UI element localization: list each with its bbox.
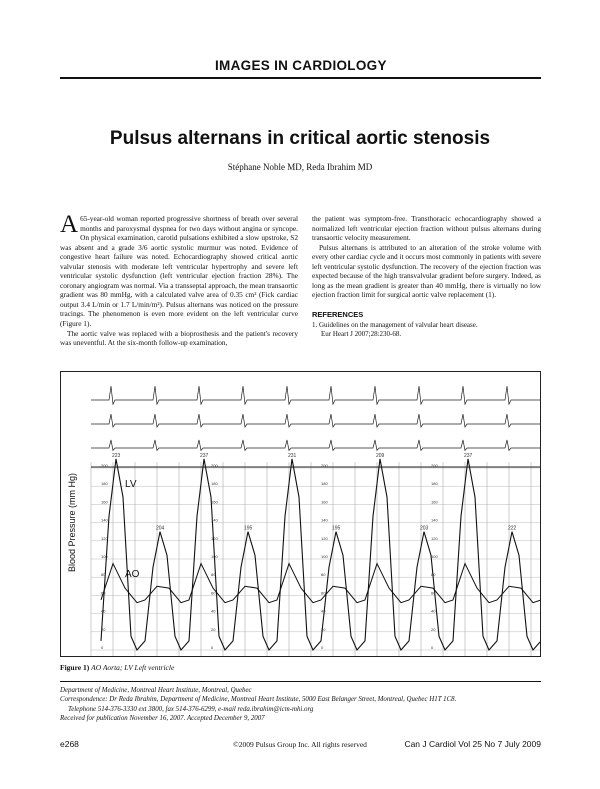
scale-tick-label: 40 [101,608,106,614]
paragraph: Pulsus alternans is attributed to an alteration of the stroke volume with every other cardiac cycle and it occurs most commonly in patients with severe left ventricular systolic dysfunction. The recovery of the ejection fraction was expected because of the high transvalvular gradient before surgery. Indeed, as long as the mean gradient is greater than 40 mmHg, there is virtually no low ejection fraction limit for surgical aortic valve replacement (1). [312,242,541,300]
scale-tick-label: 200 [211,463,218,468]
paragraph: the patient was symptom-free. Transthoracic echocardiography showed a normalized left ventricular ejection fraction without pulsus alternans during transaortic velocity measurement. [312,214,541,243]
scale-tick-label: 180 [211,481,218,487]
paragraph: The aortic valve was replaced with a bioprosthesis and the patient's recovery was uneventful. At the six-month follow-up examination, [60,328,298,348]
scale-tick-label: 100 [431,554,438,559]
references-list [312,321,541,339]
scale-tick-label: 20 [211,626,216,632]
scale-tick-label: 100 [211,554,218,559]
scale-tick-label: 200 [321,463,328,468]
scale-tick-label: 20 [101,626,106,632]
pressure-tracing-image [61,372,540,656]
scale-tick-label: 120 [211,535,218,541]
scale-tick-label: 60 [101,590,106,596]
scale-tick-label: 40 [431,608,436,614]
peak-value-label: 237 [200,452,209,459]
scale-tick-label: 160 [431,499,438,505]
scale-tick-label: 100 [321,554,328,559]
correspondence-block [60,686,541,724]
ao-label: AO [125,569,140,580]
drop-cap: A [60,211,79,238]
article-authors: Stéphane Noble MD, Reda Ibrahim MD [227,162,373,172]
scale-tick-label: 160 [321,499,328,505]
footnote-rule [60,681,541,682]
scale-tick-label: 140 [321,517,328,523]
scale-tick-label: 140 [211,517,218,523]
peak-value-label: 204 [156,525,165,532]
contact-info: Telephone 514-376-3330 ext 3800, fax 514-376-6299, e-mail reda.ibrahim@icm-mhi.org [68,705,314,713]
references-heading: REFERENCES [312,309,364,319]
page-number: e268 [60,739,79,749]
journal-citation: Can J Cardiol Vol 25 No 7 July 2009 [404,739,541,749]
scale-tick-label: 20 [431,626,436,632]
ao-pressure-curve [101,564,540,603]
scale-tick-label: 80 [321,572,326,578]
scale-tick-label: 80 [211,572,216,578]
scale-tick-label: 120 [321,535,328,541]
scale-tick-label: 120 [431,535,438,541]
caption-label: Figure 1) [60,663,90,672]
scale-tick-label: 60 [321,590,326,596]
peak-value-label: 231 [288,452,297,459]
peak-value-label: 195 [244,525,253,532]
scale-tick-label: 120 [101,535,108,541]
scale-tick-label: 60 [431,590,436,596]
figure-1 [60,371,541,657]
y-axis-label: Blood Pressure (mm Hg) [67,472,77,572]
peak-value-label: 237 [464,452,473,459]
body-column-right [312,214,541,339]
copyright: ©2009 Pulsus Group Inc. All rights reserved [233,740,367,749]
article-title: Pulsus alternans in critical aortic stenosis [109,128,491,149]
scale-tick-label: 200 [101,463,108,468]
peak-value-label: 209 [376,452,385,459]
received-dates: Received for publication November 16, 2007. Accepted December 9, 2007 [60,715,265,723]
paragraph-text: 65-year-old woman reported progressive shortness of breath over several months and paroxysmal dyspnea for two days without angina or syncope. On physical examination, carotid pulsations exhibited a slow upstroke, S2 was absent and a grade 3/6 aortic systolic murmur was noted. Evidence of congestive heart failure was noted. Echocardiography showed critical aortic valvular stenosis with moderate left ventricular hypertrophy and severe left ventricular systolic dysfunction (left ventricular ejection fraction 28%). The coronary angiogram was normal. Via a transseptal approach, the mean transaortic gradient was 80 mmHg, with a calculated valve area of 0.35 cm² (Fick cardiac output 3.4 L/min or 1.7 L/min/m²). Pulsus alternans was noticed on the pressure tracings. The phenomenon is even more evident on the left ventricular curve (Figure 1). [60,214,298,329]
scale-tick-label: 100 [101,554,108,559]
affiliation: Department of Medicine, Montreal Heart Institute, Montreal, Quebec [60,687,252,694]
scale-tick-label: 40 [211,608,216,614]
scale-tick-label: 20 [321,626,326,632]
peak-value-label: 203 [420,525,429,532]
scale-tick-label: 60 [211,590,216,596]
body-column-left [60,211,298,348]
peak-value-label: 222 [508,525,517,532]
scale-tick-label: 0 [321,645,324,650]
scale-tick-label: 80 [101,572,106,578]
reference-item: 1. Guidelines on the management of valvular heart disease. [312,321,478,330]
scale-tick-label: 160 [101,499,108,505]
scale-tick-label: 0 [101,645,104,650]
lv-label: LV [125,479,137,490]
peak-value-label: 195 [332,525,341,532]
scale-tick-label: 180 [431,481,438,487]
correspondence-address: Correspondence: Dr Reda Ibrahim, Department of Medicine, Montreal Heart Institute, 5000 East Belanger Street, Montreal, Quebec H1T 1C8. [60,696,457,704]
scale-tick-label: 140 [101,517,108,523]
caption-text: AO Aorta; LV Left ventricle [91,663,175,672]
scale-tick-label: 160 [211,499,218,505]
paragraph [60,211,298,329]
scale-tick-label: 0 [431,645,434,650]
figure-caption [60,663,174,672]
header-rule [60,77,541,79]
section-heading: IMAGES IN CARDIOLOGY [215,58,387,73]
peak-value-label: 223 [112,452,121,459]
reference-item: Eur Heart J 2007;28:230-68. [321,330,402,339]
scale-tick-label: 0 [211,645,214,650]
scale-tick-label: 180 [101,481,108,487]
scale-tick-label: 180 [321,481,328,487]
scale-tick-label: 140 [431,517,438,523]
scale-tick-label: 80 [431,572,436,578]
scale-tick-label: 200 [431,463,438,468]
scale-tick-label: 40 [321,608,326,614]
